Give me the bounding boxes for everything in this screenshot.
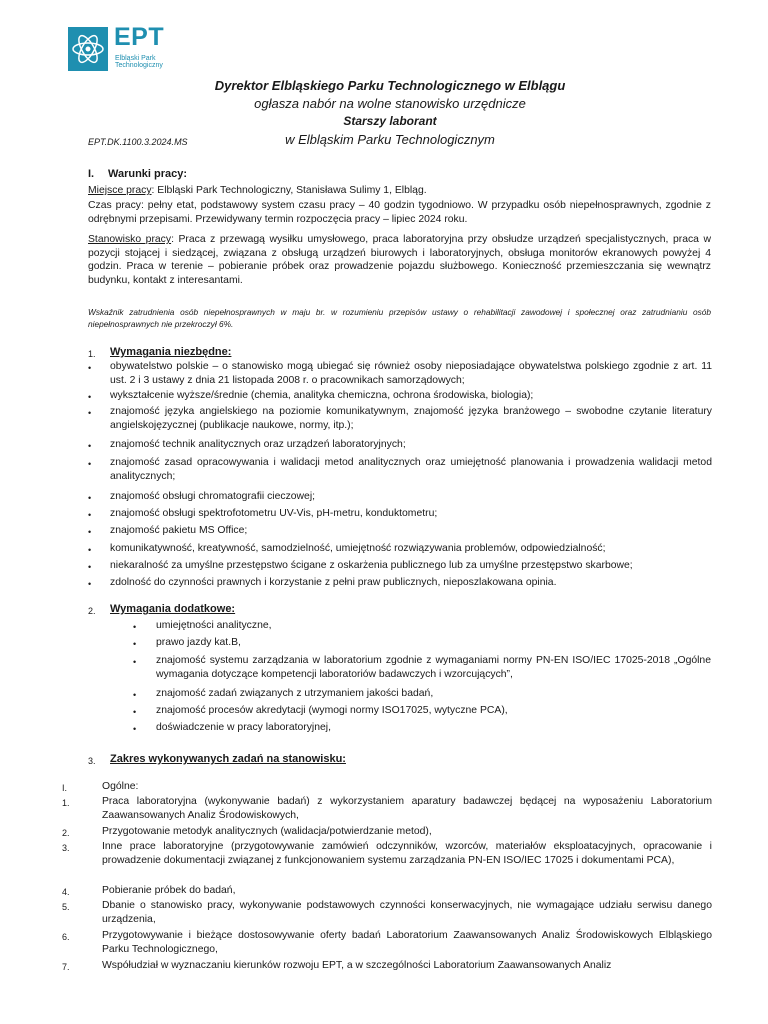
bullet: • xyxy=(133,690,137,700)
workplace-text: : Elbląski Park Technologiczny, Stanisława Sulimy 1, Elbląg. xyxy=(151,185,427,196)
bullet: • xyxy=(88,562,92,572)
list-number: 3. xyxy=(88,756,96,766)
bullet: • xyxy=(88,363,92,373)
bullet: • xyxy=(88,441,92,451)
list-item: wykształcenie wyższe/średnie (chemia, analityka chemiczna, ochrona środowiska, biologia); xyxy=(110,390,534,401)
list-number: 2. xyxy=(88,606,96,616)
list-item: znajomość obsługi chromatografii cieczowej; xyxy=(110,491,316,502)
document-reference: EPT.DK.1100.3.2024.MS xyxy=(88,137,188,147)
bullet: • xyxy=(133,724,137,734)
list-item: prawo jazdy kat.B, xyxy=(156,637,241,648)
task-number: 7. xyxy=(62,962,70,972)
list-item: znajomość systemu zarządzania w laboratorium zgodnie z wymaganiami normy PN-EN ISO/IEC 17025-2018 „Ogólne wymagania dotyczące kompetencji laboratoriów badawczych i wzorcujących”, xyxy=(156,655,711,680)
header-position: Starszy laborant xyxy=(343,114,437,128)
roman-number: I. xyxy=(62,783,68,793)
list-item: znajomość obsługi spektrofotometru UV-Vis, pH-metru, konduktometru; xyxy=(110,508,438,519)
general-label: Ogólne: xyxy=(102,781,139,792)
position-text: : Praca z przewagą wysiłku umysłowego, praca laboratoryjna przy obsłudze urządzeń specjalistycznych, praca w pozycji stojącej i siedzącej, związana z obsługą urządzeń biurowych i laboratoryjnych, obsługa monitorów ekranowych powyżej 4 godzin. Praca w terenie – pobieranie próbek oraz prowadzenie pojazdu służbowego. Konieczność przemieszczania się wewnątrz budynku, kontakt z interesantami. xyxy=(88,234,711,287)
bullet: • xyxy=(88,408,92,418)
header-line4: w Elbląskim Parku Technologicznym xyxy=(285,132,495,147)
bullet: • xyxy=(88,392,92,402)
list-item: znajomość zasad opracowywania i walidacji metod analitycznych oraz umiejętność planowania i prowadzenia walidacji metod analitycznych; xyxy=(110,457,712,482)
header-line2: ogłasza nabór na wolne stanowisko urzędnicze xyxy=(254,96,526,111)
work-time-paragraph: Czas pracy: pełny etat, podstawowy system czasu pracy – 40 godzin tygodniowo. W przypadku osób niepełnosprawnych, zgodnie z odrębnymi przepisami. Przewidywany termin rozpoczęcia pracy – lipiec 2024 roku. xyxy=(88,200,711,225)
section-number: I. xyxy=(88,168,95,180)
position-label: Stanowisko pracy xyxy=(88,234,172,245)
bullet: • xyxy=(88,493,92,503)
workplace-label: Miejsce pracy xyxy=(88,185,152,196)
bullet: • xyxy=(133,622,137,632)
list-item: doświadczenie w pracy laboratoryjnej, xyxy=(156,722,331,733)
task-number: 2. xyxy=(62,828,70,838)
task-item: Współudział w wyznaczaniu kierunków rozwoju EPT, a w szczególności Laboratorium Zaawansowanych Analiz xyxy=(102,960,612,971)
atom-icon xyxy=(68,27,108,71)
bullet: • xyxy=(133,657,137,667)
section-title: Warunki pracy: xyxy=(108,168,188,180)
bullet: • xyxy=(88,459,92,469)
task-item: Inne prace laboratoryjne (przygotowywanie zamówień odczynników, wzorców, materiałów eksploatacyjnych, opracowanie i prowadzenie dokumentacji związanej z funkcjonowaniem systemu zarządzania PN-EN ISO/IEC 17025 i dokumentami PCA), xyxy=(102,841,712,866)
workplace-paragraph xyxy=(88,184,711,198)
list-item: niekaralność za umyślne przestępstwo ścigane z oskarżenia publicznego lub za umyślne przestępstwo skarbowe; xyxy=(110,560,633,571)
task-number: 3. xyxy=(62,843,70,853)
bullet: • xyxy=(88,579,92,589)
task-number: 5. xyxy=(62,902,70,912)
additional-title: Wymagania dodatkowe: xyxy=(110,603,236,615)
list-item: komunikatywność, kreatywność, samodzielność, umiejętność rozwiązywania problemów, odpowiedzialność; xyxy=(110,543,606,554)
employment-note: Wskaźnik zatrudnienia osób niepełnosprawnych w maju br. w rozumieniu przepisów ustawy o rehabilitacji zawodowej i społecznej oraz zatrudnianiu osób niepełnosprawnych nie przekroczył 6%. xyxy=(88,307,711,329)
logo-text: EPT xyxy=(114,23,165,51)
task-number: 4. xyxy=(62,887,70,897)
list-item: znajomość technik analitycznych oraz urządzeń laboratoryjnych; xyxy=(110,439,406,450)
bullet: • xyxy=(88,545,92,555)
required-title: Wymagania niezbędne: xyxy=(110,346,232,358)
list-item: zdolność do czynności prawnych i korzystanie z pełni praw publicznych, nieposzlakowana opinia. xyxy=(110,577,557,588)
list-item: umiejętności analityczne, xyxy=(156,620,272,631)
task-item: Pobieranie próbek do badań, xyxy=(102,885,236,896)
list-item: znajomość pakietu MS Office; xyxy=(110,525,248,536)
task-item: Praca laboratoryjna (wykonywanie badań) z wykorzystaniem aparatury badawczej będącej na wyposażeniu Laboratorium Zaawansowanych Analiz Środowiskowych, xyxy=(102,796,712,821)
list-item: obywatelstwo polskie – o stanowisko mogą ubiegać się również osoby nieposiadające obywatelstwa polskiego zgodnie z art. 11 ust. 2 i 3 ustawy z dnia 21 listopada 2008 r. o pracownikach samorządowych; xyxy=(110,361,712,386)
task-number: 6. xyxy=(62,932,70,942)
list-item: znajomość języka angielskiego na poziomie komunikatywnym, znajomość języka branżowego – swobodne czytanie literatury angielskojęzycznej (publikacje naukowe, normy, itp.); xyxy=(110,406,712,431)
position-paragraph xyxy=(88,233,711,288)
bullet: • xyxy=(133,639,137,649)
bullet: • xyxy=(133,707,137,717)
bullet: • xyxy=(88,527,92,537)
list-item: znajomość procesów akredytacji (wymogi normy ISO17025, wytyczne PCA), xyxy=(156,705,508,716)
task-item: Dbanie o stanowisko pracy, wykonywanie podstawowych czynności konserwacyjnych, nie wymagające udziału serwisu danego urządzenia, xyxy=(102,900,712,925)
logo-subtitle: Elbląski Park Technologiczny xyxy=(115,55,163,69)
task-item: Przygotowanie metodyk analitycznych (walidacja/potwierdzanie metod), xyxy=(102,826,432,837)
task-number: 1. xyxy=(62,798,70,808)
list-number: 1. xyxy=(88,349,96,359)
bullet: • xyxy=(88,510,92,520)
tasks-title: Zakres wykonywanych zadań na stanowisku: xyxy=(110,753,346,765)
task-item: Przygotowywanie i bieżące dostosowywanie oferty badań Laboratorium Zaawansowanych Analiz Środowiskowych Elbląskiego Parku Technologicznego, xyxy=(102,930,712,955)
header-line1: Dyrektor Elbląskiego Parku Technologicznego w Elblągu xyxy=(214,78,566,93)
list-item: znajomość zadań związanych z utrzymaniem jakości badań, xyxy=(156,688,434,699)
